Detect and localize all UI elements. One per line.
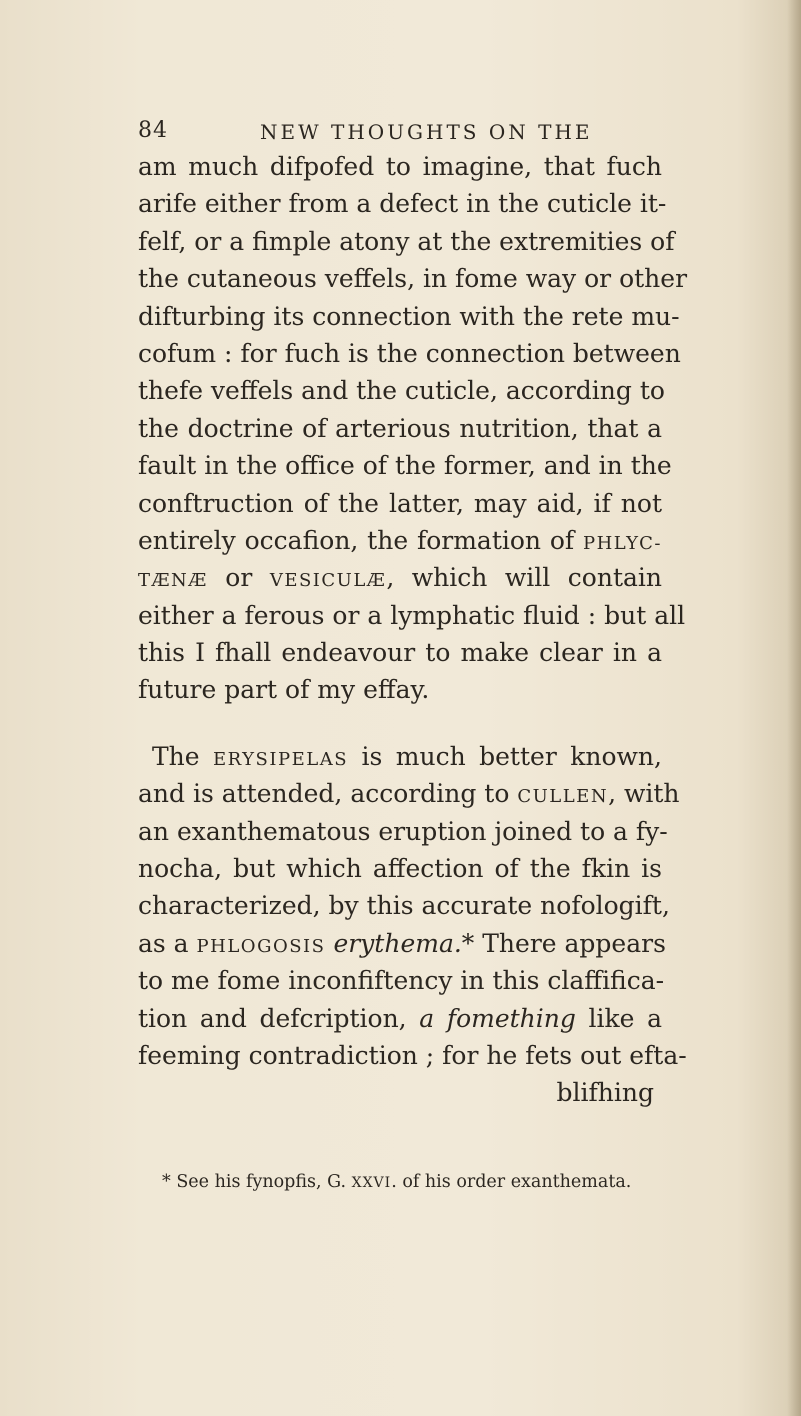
paragraph-gap (138, 709, 662, 738)
text-line (138, 1000, 662, 1037)
text-line: nocha, but which affection of the fkin is (138, 854, 662, 884)
text-run: like a (575, 1003, 663, 1033)
text-line: characterized, by this accurate nofologift, (138, 891, 670, 921)
text-line: either a ferous or a lymphatic fluid : but all (138, 600, 686, 630)
italic-term: erythema.* (333, 928, 475, 958)
text-line: cofum : for fuch is the connection between (138, 338, 681, 368)
text-line (138, 559, 662, 596)
text-run: , which will contain (386, 563, 662, 593)
small-caps-term: VESICULÆ (269, 570, 387, 592)
small-caps-term: PHLOGOSIS (196, 935, 326, 957)
italic-term: a fomething (419, 1003, 576, 1033)
page-edge-shadow (787, 0, 801, 1416)
text-run: , with (608, 779, 680, 809)
footnote-small-caps: XXVI (351, 1175, 392, 1191)
text-line: conftruction of the latter, may aid, if not (138, 488, 662, 518)
text-line: to me fome inconfiftency in this claffifica- (138, 966, 665, 996)
text-line: the cutaneous veffels, in fome way or other (138, 264, 688, 294)
body-text (138, 148, 688, 1112)
text-line: fault in the office of the former, and in the (138, 451, 672, 481)
text-run: as a (138, 928, 197, 958)
footnote-text: * See his fynopfis, G. (162, 1172, 352, 1192)
small-caps-term: ERYSIPELAS (213, 748, 349, 770)
small-caps-term: CULLEN (517, 786, 609, 808)
text-line (138, 775, 680, 812)
text-line: future part of my effay. (138, 675, 430, 705)
text-line: arife either from a defect in the cuticle it- (138, 189, 667, 219)
small-caps-term: PHLYC- (582, 532, 662, 554)
text-line: thefe veffels and the cuticle, according to (138, 376, 665, 406)
text-run: is much better known, (348, 741, 662, 771)
footnote-text: . of his order exanthemata. (391, 1172, 632, 1192)
text-run: or (207, 563, 270, 593)
footnote (162, 1172, 662, 1192)
text-run: There appears (474, 928, 666, 958)
text-line: difturbing its connection with the rete mu- (138, 301, 680, 331)
small-caps-term: TÆNÆ (138, 570, 208, 592)
text-run: and is attended, according to (138, 779, 518, 809)
text-line (138, 925, 666, 962)
catchword: blifhing (556, 1078, 654, 1108)
running-head (138, 118, 658, 148)
text-run: tion and defcription, (138, 1003, 420, 1033)
running-title: NEW THOUGHTS ON THE (260, 120, 593, 144)
text-run: The (152, 741, 214, 771)
text-line: an exanthematous eruption joined to a fy- (138, 816, 668, 846)
text-line: am much difpofed to imagine, that fuch (138, 152, 662, 181)
text-line: feeming contradiction ; for he fets out efta- (138, 1040, 687, 1070)
text-run: entirely occafion, the formation of (138, 525, 583, 555)
text-line: the doctrine of arterious nutrition, that a (138, 413, 662, 443)
text-line (138, 522, 662, 559)
text-line (138, 738, 662, 775)
text-line: this I fhall endeavour to make clear in a (138, 638, 662, 668)
text-line: felf, or a fimple atony at the extremities of (138, 226, 675, 256)
page-number: 84 (138, 118, 168, 143)
